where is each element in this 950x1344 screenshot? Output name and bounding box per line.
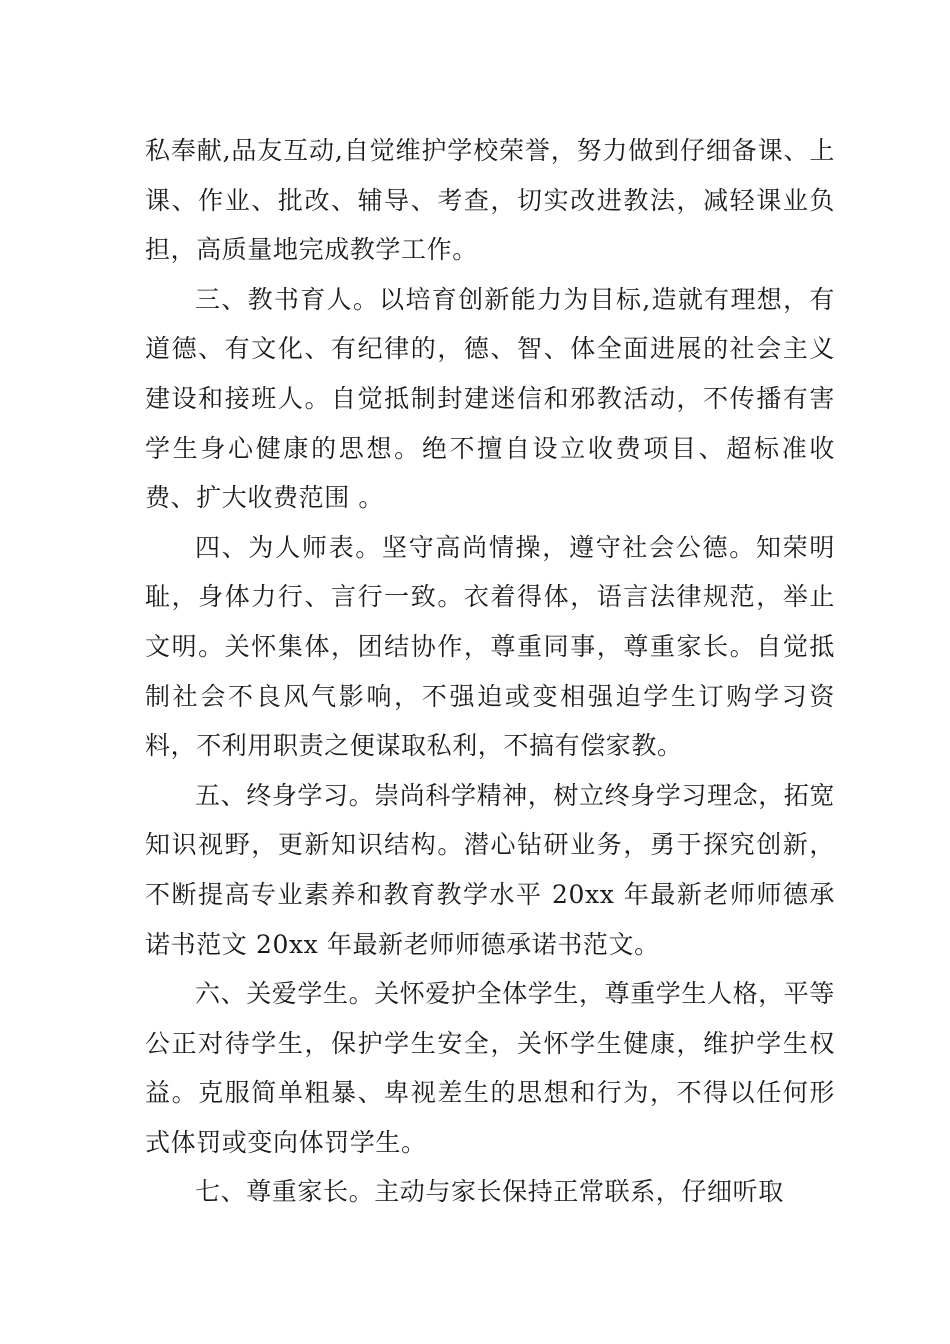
- document-body: [145, 126, 835, 1217]
- paragraph-section-4: 四、为人师表。坚守高尚情操，遵守社会公德。知荣明耻，身体力行、言行一致。衣着得体，语言法律规范，举止文明。关怀集体，团结协作，尊重同事，尊重家长。自觉抵制社会不良风气影响，不强迫或变相强迫学生订购学习资料，不利用职责之便谋取私利，不搞有偿家教。: [145, 532, 835, 761]
- paragraph-section-6: 六、关爱学生。关怀爱护全体学生，尊重学生人格，平等公正对待学生，保护学生安全，关怀学生健康，维护学生权益。克服简单粗暴、卑视差生的思想和行为，不得以任何形式体罚或变向体罚学生。: [145, 979, 836, 1157]
- paragraph-continued: 私奉献,品友互动,自觉维护学校荣誉，努力做到仔细备课、上课、作业、批改、辅导、考查，切实改进教法，减轻课业负担，高质量地完成教学工作。: [145, 136, 835, 265]
- paragraph-section-5: 五、终身学习。崇尚科学精神，树立终身学习理念，拓宽知识视野，更新知识结构。潜心钻研业务，勇于探究创新，不断提高专业素养和教育教学水平 20xx 年最新老师师德承诺书范文 20xx 年最新老师师德承诺书范文。: [145, 780, 836, 959]
- paragraph-section-7: 七、尊重家长。主动与家长保持正常联系，仔细听取: [195, 1177, 784, 1207]
- paragraph-section-3: 三、教书育人。以培育创新能力为目标,造就有理想，有道德、有文化、有纪律的，德、智、体全面进展的社会主义建设和接班人。自觉抵制封建迷信和邪教活动，不传播有害学生身心健康的思想。绝不擅自设立收费项目、超标准收费、扩大收费范围 。: [145, 284, 835, 513]
